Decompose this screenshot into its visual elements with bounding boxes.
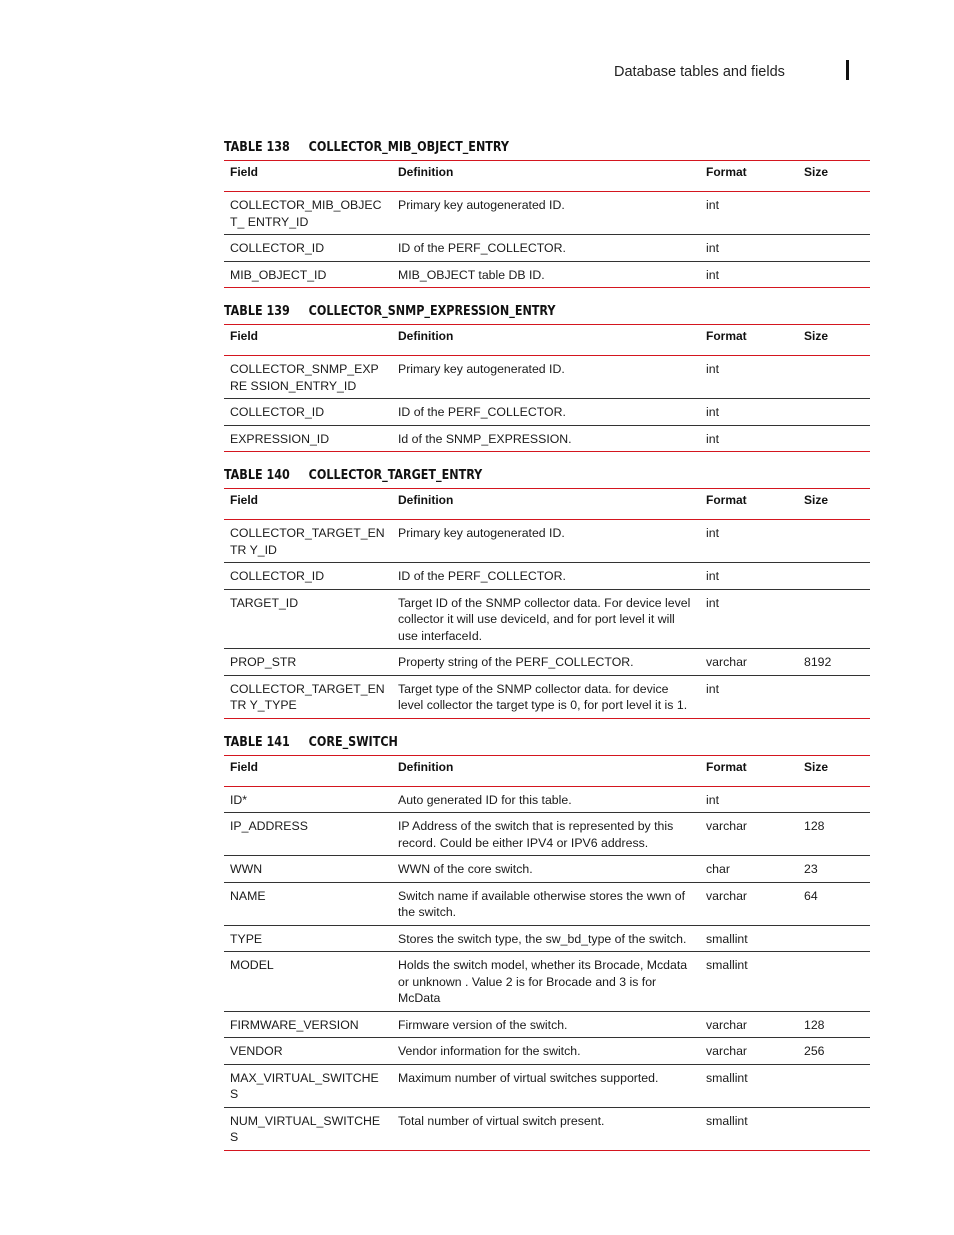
table-caption (224, 466, 818, 488)
column-header: Field (230, 759, 259, 774)
column-header: Format (706, 165, 747, 179)
table-caption (224, 302, 818, 324)
field-cell: IP_ADDRESS (230, 819, 308, 833)
format-cell: smallint (706, 958, 748, 972)
table-row (224, 399, 870, 426)
table-row (224, 925, 870, 952)
size-cell (798, 399, 870, 426)
definition-cell: Target type of the SNMP collector data. for device level collector the target type is 0, for port level it is 1. (398, 681, 688, 712)
definition-cell: Stores the switch type, the sw_bd_type of the switch. (398, 931, 687, 946)
format-cell: varchar (706, 1017, 748, 1032)
format-cell: int (706, 267, 719, 282)
column-header: Definition (398, 329, 454, 343)
table-row (224, 649, 870, 676)
table-header-row (224, 161, 870, 192)
definition-cell: ID of the PERF_COLLECTOR. (398, 569, 566, 583)
data-table (224, 755, 870, 1151)
table-row (224, 786, 870, 813)
data-table (224, 160, 870, 288)
table-name: COLLECTOR_MIB_OBJECT_ENTRY (308, 139, 509, 155)
table-caption (224, 733, 818, 755)
format-cell: smallint (706, 1113, 748, 1128)
column-header: Size (804, 493, 829, 507)
table-block (224, 733, 870, 1151)
table-row (224, 675, 870, 718)
format-cell: smallint (706, 1070, 748, 1085)
column-header: Format (706, 329, 747, 343)
format-cell: int (706, 526, 719, 540)
column-header: Definition (398, 165, 454, 179)
field-cell: COLLECTOR_ID (230, 569, 325, 583)
field-cell: VENDOR (230, 1044, 283, 1058)
table-row (224, 235, 870, 262)
table-row (224, 1038, 870, 1065)
definition-cell: Primary key autogenerated ID. (398, 198, 565, 212)
table-caption (224, 138, 818, 160)
column-header: Field (230, 329, 259, 343)
definition-cell: Holds the switch model, whether its Brocade, Mcdata or unknown . Value 2 is for Brocade and 3 is for McData (398, 958, 688, 1005)
format-cell: varchar (706, 888, 748, 903)
table-block (224, 302, 870, 452)
format-cell: int (706, 595, 719, 610)
table-block (224, 138, 870, 288)
table-row (224, 192, 870, 235)
field-cell: NUM_VIRTUAL_SWITCHES (230, 1113, 381, 1144)
size-cell (798, 520, 870, 563)
table-row (224, 882, 870, 925)
table-header-row (224, 755, 870, 786)
table-row (224, 1107, 870, 1150)
table-row (224, 952, 870, 1012)
size-cell: 128 (804, 819, 825, 833)
table-name: COLLECTOR_TARGET_ENTRY (308, 467, 483, 483)
size-cell (798, 786, 870, 813)
size-cell (798, 589, 870, 649)
size-cell (798, 235, 870, 262)
definition-cell: Maximum number of virtual switches supported. (398, 1070, 659, 1085)
field-cell: PROP_STR (230, 655, 297, 669)
header-marker-bar (846, 60, 849, 80)
size-cell (798, 675, 870, 718)
format-cell: varchar (706, 1044, 748, 1058)
definition-cell: MIB_OBJECT table DB ID. (398, 267, 545, 282)
field-cell: FIRMWARE_VERSION (230, 1017, 359, 1032)
size-cell (798, 356, 870, 399)
table-row (224, 1011, 870, 1038)
table-number: TABLE 138 (224, 139, 290, 155)
size-cell (798, 1064, 870, 1107)
field-cell: TYPE (230, 931, 263, 946)
table-name: CORE_SWITCH (308, 733, 398, 750)
data-table (224, 324, 870, 452)
field-cell: COLLECTOR_SNMP_EXPRE SSION_ENTRY_ID (230, 362, 379, 393)
column-header: Field (230, 493, 259, 507)
definition-cell: Target ID of the SNMP collector data. For device level collector it will use deviceId, and for port level it will use interfaceId. (398, 595, 691, 643)
column-header: Definition (398, 493, 454, 507)
field-cell: NAME (230, 888, 266, 903)
data-table (224, 488, 870, 719)
definition-cell: Id of the SNMP_EXPRESSION. (398, 431, 572, 446)
table-row (224, 356, 870, 399)
table-row (224, 589, 870, 649)
column-header: Definition (398, 759, 454, 774)
format-cell: int (706, 241, 719, 255)
table-row (224, 261, 870, 288)
field-cell: MAX_VIRTUAL_SWITCHES (230, 1070, 379, 1101)
size-cell: 23 (804, 862, 818, 876)
format-cell: int (706, 681, 719, 696)
column-header: Format (706, 759, 747, 774)
size-cell (798, 952, 870, 1012)
definition-cell: Vendor information for the switch. (398, 1044, 581, 1058)
size-cell (798, 925, 870, 952)
field-cell: EXPRESSION_ID (230, 431, 330, 446)
field-cell: COLLECTOR_TARGET_ENTR Y_ID (230, 526, 385, 557)
definition-cell: ID of the PERF_COLLECTOR. (398, 241, 566, 255)
column-header: Size (804, 165, 829, 179)
table-name: COLLECTOR_SNMP_EXPRESSION_ENTRY (308, 303, 556, 319)
size-cell (798, 1107, 870, 1150)
size-cell (798, 425, 870, 452)
column-header: Field (230, 165, 259, 179)
table-block (224, 466, 870, 719)
field-cell: COLLECTOR_ID (230, 241, 325, 255)
definition-cell: Firmware version of the switch. (398, 1017, 568, 1032)
size-cell: 64 (804, 888, 818, 903)
table-header-row (224, 489, 870, 520)
format-cell: int (706, 362, 719, 376)
format-cell: int (706, 405, 719, 419)
table-row (224, 1064, 870, 1107)
format-cell: int (706, 431, 719, 446)
column-header: Size (804, 759, 829, 774)
table-number: TABLE 139 (224, 303, 290, 319)
table-row (224, 563, 870, 590)
definition-cell: Primary key autogenerated ID. (398, 362, 565, 376)
table-row (224, 520, 870, 563)
format-cell: int (706, 569, 719, 583)
field-cell: COLLECTOR_MIB_OBJECT_ ENTRY_ID (230, 198, 382, 229)
definition-cell: ID of the PERF_COLLECTOR. (398, 405, 566, 419)
size-cell (798, 192, 870, 235)
field-cell: MODEL (230, 958, 274, 972)
size-cell (798, 563, 870, 590)
column-header: Size (804, 329, 829, 343)
definition-cell: IP Address of the switch that is represented by this record. Could be either IPV4 or IPV6 address. (398, 819, 674, 850)
table-header-row (224, 325, 870, 356)
size-cell (798, 261, 870, 288)
field-cell: TARGET_ID (230, 595, 299, 610)
table-row (224, 425, 870, 452)
definition-cell: Auto generated ID for this table. (398, 792, 572, 807)
field-cell: WWN (230, 862, 263, 876)
format-cell: varchar (706, 819, 748, 833)
table-row (224, 813, 870, 856)
table-number: TABLE 140 (224, 467, 290, 483)
field-cell: MIB_OBJECT_ID (230, 267, 327, 282)
size-cell: 128 (804, 1017, 825, 1032)
definition-cell: Switch name if available otherwise stores the wwn of the switch. (398, 888, 686, 919)
page-section-title: Database tables and fields (614, 64, 785, 80)
definition-cell: Total number of virtual switch present. (398, 1113, 605, 1128)
definition-cell: Property string of the PERF_COLLECTOR. (398, 655, 634, 669)
field-cell: COLLECTOR_TARGET_ENTR Y_TYPE (230, 681, 385, 712)
format-cell: char (706, 862, 730, 876)
size-cell: 8192 (804, 655, 832, 669)
format-cell: int (706, 792, 719, 807)
table-row (224, 856, 870, 883)
definition-cell: Primary key autogenerated ID. (398, 526, 565, 540)
field-cell: COLLECTOR_ID (230, 405, 325, 419)
definition-cell: WWN of the core switch. (398, 862, 533, 876)
format-cell: varchar (706, 655, 748, 669)
document-body (224, 138, 870, 1165)
table-number: TABLE 141 (224, 733, 290, 750)
size-cell: 256 (804, 1044, 825, 1058)
format-cell: smallint (706, 931, 748, 946)
column-header: Format (706, 493, 747, 507)
field-cell: ID* (230, 792, 248, 807)
format-cell: int (706, 198, 719, 212)
